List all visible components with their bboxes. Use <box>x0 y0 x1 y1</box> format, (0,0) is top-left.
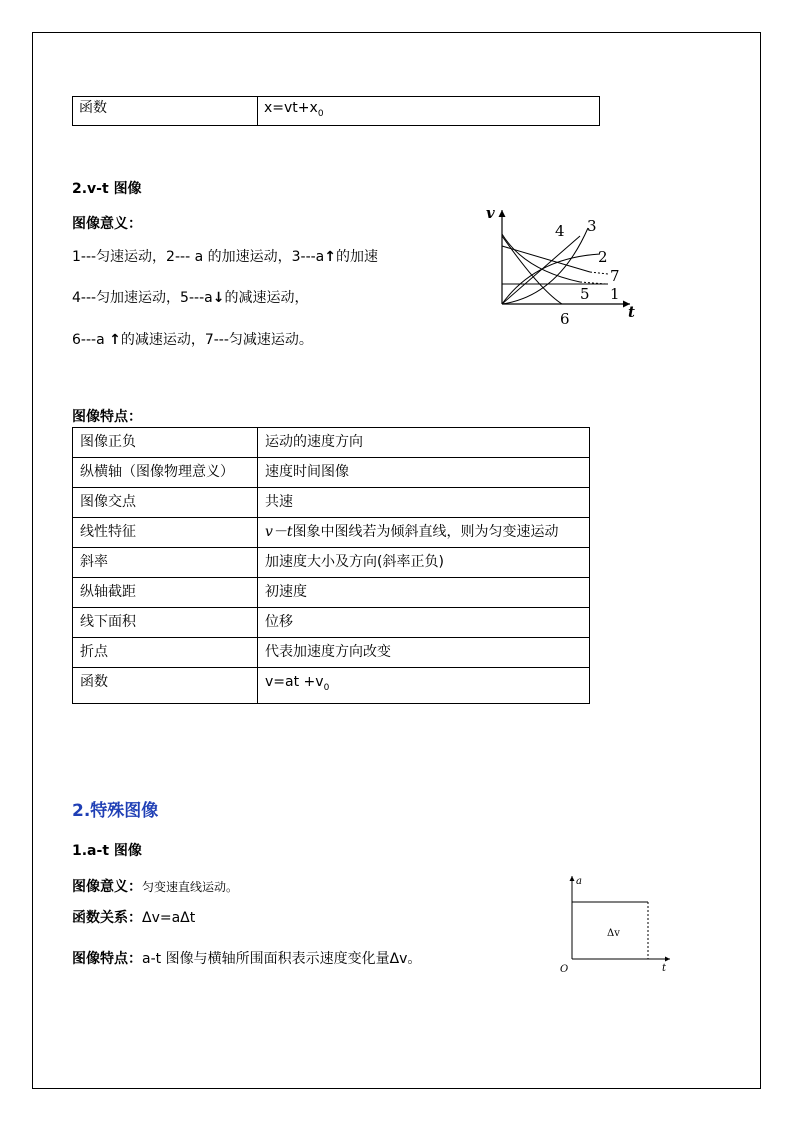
special-heading: 2.特殊图像 <box>72 801 159 821</box>
at-graph <box>555 868 680 980</box>
t-axis-label: t <box>628 303 635 321</box>
vt-meaning-line-2: 4---匀加速运动，5---a↓的减速运动， <box>72 290 309 306</box>
table-row <box>73 97 600 126</box>
table-cell-value: 加速度大小及方向(斜率正负) <box>258 548 590 578</box>
curve-label-1: 1 <box>610 285 620 303</box>
vt-meaning-line-3: 6---a ↑的减速运动，7---匀减速运动。 <box>72 332 313 348</box>
arrow-up-icon: ↑ <box>324 249 336 265</box>
vt-features-label: 图像特点： <box>72 409 142 425</box>
table-row <box>73 488 590 518</box>
arrow-up-icon: ↑ <box>109 332 121 348</box>
v-axis-label: v <box>486 204 495 222</box>
table-cell-key: 线性特征 <box>73 518 258 548</box>
table-cell-key: 折点 <box>73 638 258 668</box>
vt-graph <box>480 200 645 330</box>
table-cell-key: 纵轴截距 <box>73 578 258 608</box>
table-cell-key: 图像正负 <box>73 428 258 458</box>
table-row <box>73 608 590 638</box>
table-cell-value: 运动的速度方向 <box>258 428 590 458</box>
table-row <box>73 428 590 458</box>
table-row <box>73 638 590 668</box>
table-row <box>73 548 590 578</box>
curve-label-6: 6 <box>560 310 570 328</box>
vt-meaning-label: 图像意义： <box>72 216 142 232</box>
vt-meaning-line-1: 1---匀速运动，2--- a 的加速运动，3---a↑的加速 <box>72 249 378 265</box>
a-axis-label: a <box>576 876 582 887</box>
table-row <box>73 668 590 704</box>
table-cell-value: 初速度 <box>258 578 590 608</box>
table-cell-value: 速度时间图像 <box>258 458 590 488</box>
t-axis-label: t <box>662 963 667 974</box>
at-heading: 1.a-t 图像 <box>72 843 142 859</box>
curve-label-4: 4 <box>555 222 565 240</box>
table-row <box>73 458 590 488</box>
table-cell-value: $x=vt+x_0$ <box>258 97 600 126</box>
table-cell-key: 函数 <box>73 668 258 704</box>
table-cell-key: 斜率 <box>73 548 258 578</box>
curve-4 <box>502 236 580 304</box>
table-cell-value: 共速 <box>258 488 590 518</box>
table-row <box>73 578 590 608</box>
at-relation: 函数关系：Δv=aΔt <box>72 910 196 926</box>
table-cell-key: 线下面积 <box>73 608 258 638</box>
area-label: Δv <box>607 928 620 939</box>
at-features: 图像特点：a-t 图像与横轴所围面积表示速度变化量Δv。 <box>72 951 422 967</box>
curve-label-7: 7 <box>610 267 620 285</box>
table-cell-label: 函数 <box>73 97 258 126</box>
at-meaning: 图像意义：匀变速直线运动。 <box>72 879 239 895</box>
table-row <box>73 518 590 548</box>
origin-label: O <box>560 964 569 975</box>
table-cell-value: 代表加速度方向改变 <box>258 638 590 668</box>
arrow-down-icon: ↓ <box>212 290 225 306</box>
curve-label-2: 2 <box>598 248 608 266</box>
table-cell-value: $v=at +v_0$ <box>258 668 590 704</box>
curve-label-5: 5 <box>580 285 590 303</box>
vt-heading: 2.v-t 图像 <box>72 181 142 197</box>
curve-7-dashed <box>590 272 608 274</box>
table-cell-key: 图像交点 <box>73 488 258 518</box>
table-cell-key: 纵横轴（图像物理意义） <box>73 458 258 488</box>
top-function-table <box>72 96 600 126</box>
curve-label-3: 3 <box>587 217 597 235</box>
vt-features-table <box>72 427 590 704</box>
table-cell-value: 位移 <box>258 608 590 638</box>
table-cell-value: v－t图象中图线若为倾斜直线，则为匀变速运动 <box>258 518 590 548</box>
